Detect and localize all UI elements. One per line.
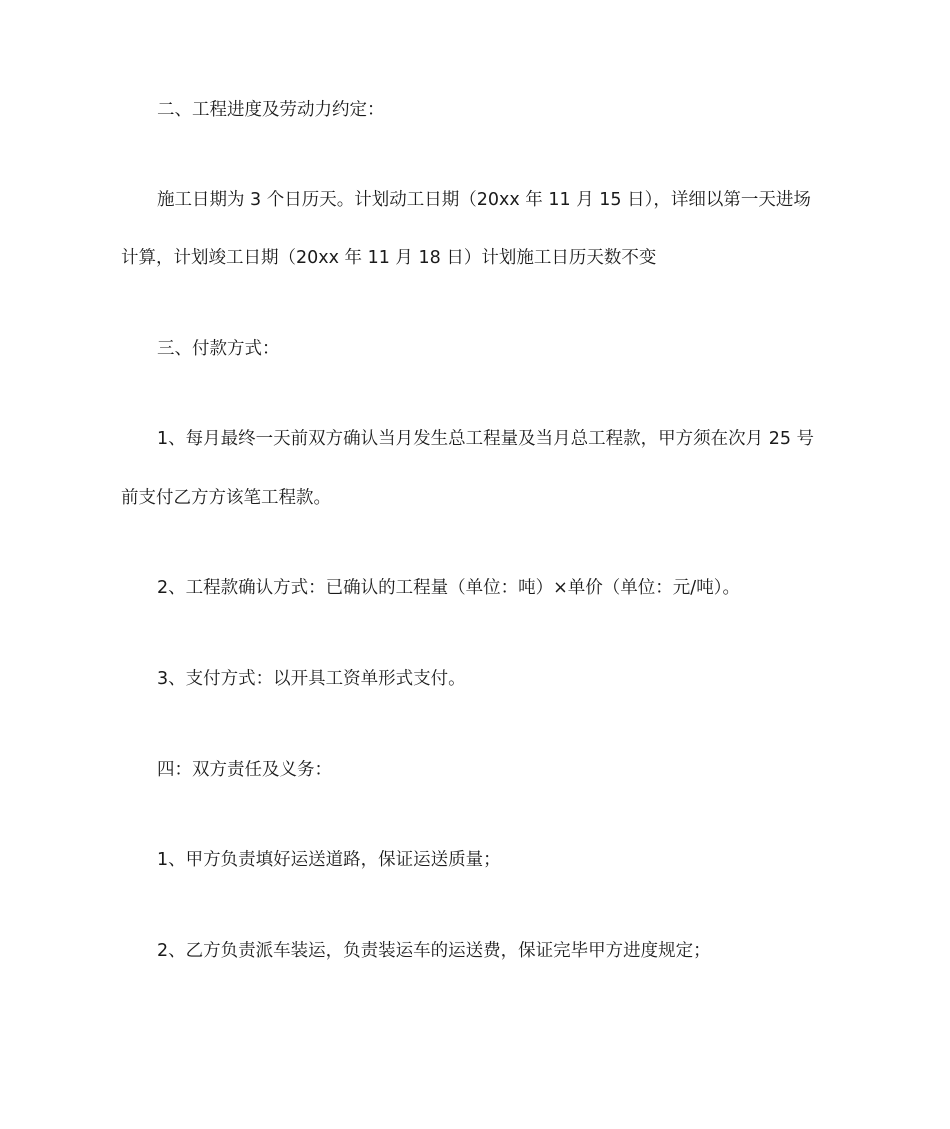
paragraph-line: 1、每月最终一天前双方确认当月发生总工程量及当月总工程款，甲方须在次月 25 号 — [157, 429, 815, 449]
paragraph-line: 前支付乙方方该笔工程款。 — [121, 488, 331, 508]
section-heading-progress: 二、工程进度及劳动力约定： — [157, 100, 385, 120]
paragraph-line: 2、乙方负责派车装运，负责装运车的运送费，保证完毕甲方进度规定； — [157, 941, 711, 961]
section-heading-responsibilities: 四：双方责任及义务： — [157, 760, 332, 780]
paragraph-line: 施工日期为 3 个日历天。计划动工日期（20xx 年 11 月 15 日），详细以第一天进场 — [157, 190, 811, 210]
paragraph-line: 3、支付方式：以开具工资单形式支付。 — [157, 669, 466, 689]
section-heading-payment: 三、付款方式： — [157, 339, 280, 359]
paragraph-line: 计算，计划竣工日期（20xx 年 11 月 18 日）计划施工日历天数不变 — [121, 248, 657, 268]
paragraph-line: 2、工程款确认方式：已确认的工程量（单位：吨）×单价（单位：元/吨）。 — [157, 578, 740, 598]
paragraph-line: 1、甲方负责填好运送道路，保证运送质量； — [157, 850, 501, 870]
